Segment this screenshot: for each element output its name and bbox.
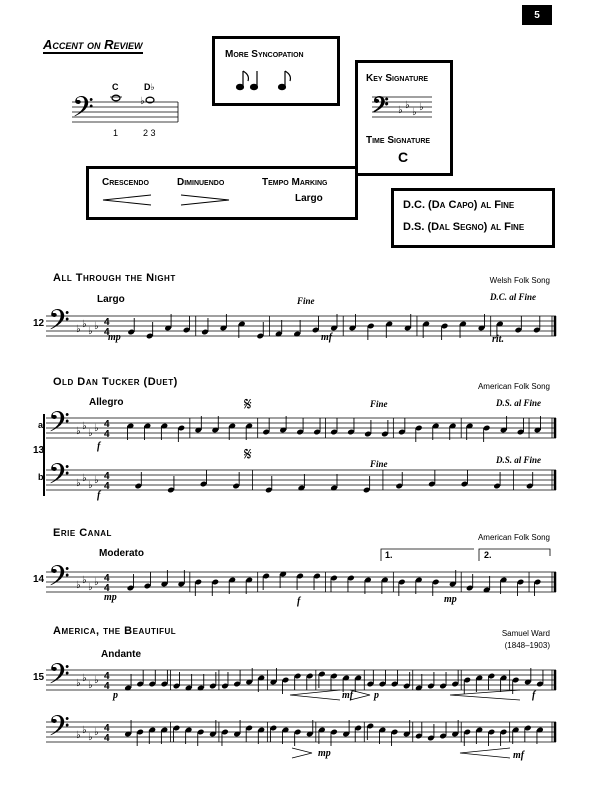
- note: [200, 470, 208, 487]
- crescendo-label: Crescendo: [102, 177, 149, 188]
- ending-2: 2.: [484, 550, 492, 560]
- note: [451, 720, 459, 737]
- song-12-tempo: Largo: [97, 294, 125, 305]
- song-14-dyn-mp2: mp: [444, 594, 457, 605]
- note: [451, 670, 459, 687]
- note: [347, 418, 355, 435]
- svg-text:♭: ♭: [94, 475, 99, 486]
- svg-text:4: 4: [104, 681, 110, 692]
- song-14-credit: American Folk Song: [477, 533, 550, 542]
- svg-text:𝄢: 𝄢: [48, 304, 70, 344]
- review-heading: Accent on Review: [43, 37, 143, 52]
- svg-text:4: 4: [104, 583, 110, 594]
- svg-text:♭: ♭: [88, 582, 93, 593]
- note: [330, 418, 338, 435]
- note: [296, 418, 304, 435]
- ds-al-fine: D.S. (Dal Segno) al Fine: [403, 221, 525, 233]
- svg-text:𝄢: 𝄢: [48, 406, 70, 446]
- note: [279, 571, 287, 588]
- note: [136, 670, 144, 687]
- diminuendo-label: Diminuendo: [177, 177, 225, 188]
- note: [211, 416, 219, 433]
- note: [127, 423, 135, 440]
- svg-text:♭: ♭: [94, 321, 99, 332]
- svg-text:♭: ♭: [88, 480, 93, 491]
- svg-text:4: 4: [104, 429, 110, 440]
- note: [220, 314, 228, 331]
- song-14-dyn-mp: mp: [104, 592, 117, 603]
- note: [245, 668, 253, 685]
- note: [379, 670, 387, 687]
- svg-text:♭: ♭: [94, 423, 99, 434]
- dc-al-fine: D.C. (Da Capo) al Fine: [403, 199, 515, 211]
- segno-b: 𝄋: [244, 444, 252, 465]
- note: [349, 314, 357, 331]
- svg-text:♭: ♭: [94, 727, 99, 738]
- note: [347, 575, 355, 592]
- song-15-dyn-f: f: [532, 690, 536, 701]
- note: [422, 321, 430, 338]
- song-15-credit: Samuel Ward: [501, 629, 550, 638]
- note: [245, 423, 253, 440]
- note: [275, 320, 283, 337]
- song-12-credit: Welsh Folk Song: [489, 276, 550, 285]
- note: [536, 727, 544, 744]
- note: [449, 423, 457, 440]
- part-a-label: a: [38, 420, 44, 430]
- note: [415, 722, 423, 739]
- svg-text:♭: ♭: [88, 680, 93, 691]
- part-b-label: b: [38, 472, 44, 482]
- ending-1: 1.: [385, 550, 393, 560]
- song-14-tempo: Moderato: [99, 548, 144, 559]
- note: [515, 316, 523, 333]
- song-13-brace: [30, 410, 50, 530]
- song-15-title: America, the Beautiful: [53, 625, 177, 637]
- song-13-ds-a: D.S. al Fine: [496, 398, 542, 408]
- note: [330, 314, 338, 331]
- svg-text:♭: ♭: [82, 473, 87, 484]
- note: [270, 725, 278, 742]
- svg-text:♭: ♭: [412, 107, 417, 118]
- svg-text:♭: ♭: [419, 102, 424, 113]
- note: [279, 416, 287, 433]
- note: [536, 670, 544, 687]
- note-chart: [70, 78, 180, 148]
- svg-text:𝄢: 𝄢: [372, 93, 389, 123]
- note: [483, 576, 491, 593]
- song-12-dc: D.C. al Fine: [490, 292, 537, 302]
- svg-text:𝄢: 𝄢: [48, 458, 70, 498]
- page-number: 5: [522, 5, 552, 25]
- note: [428, 470, 436, 487]
- svg-text:4: 4: [104, 471, 110, 482]
- note: [233, 720, 241, 737]
- key-signature-title: Key Signature: [366, 73, 429, 84]
- svg-text:4: 4: [104, 317, 110, 328]
- note: [466, 423, 474, 440]
- song-12-staff: [46, 304, 556, 344]
- note: [398, 418, 406, 435]
- note: [364, 577, 372, 594]
- svg-text:𝄢: 𝄢: [48, 658, 70, 698]
- note: [228, 423, 236, 440]
- note-chart-staff: [70, 92, 180, 132]
- svg-text:♭: ♭: [76, 730, 81, 741]
- note: [342, 720, 350, 737]
- song-15-number: 15: [33, 672, 45, 683]
- note: [524, 668, 532, 685]
- svg-text:♭: ♭: [76, 678, 81, 689]
- note: [313, 418, 321, 435]
- note: [161, 670, 169, 687]
- song-13-dyn-a: f: [97, 441, 101, 452]
- song-15-dyn-mf: mf: [342, 690, 354, 701]
- svg-text:4: 4: [104, 481, 110, 492]
- note: [318, 727, 326, 744]
- note: [228, 577, 236, 594]
- svg-text:♭: ♭: [82, 673, 87, 684]
- svg-text:4: 4: [104, 733, 110, 744]
- key-signature-staff: [372, 91, 432, 121]
- svg-text:4: 4: [104, 419, 110, 430]
- tempo-value: Largo: [295, 193, 323, 204]
- svg-text:4: 4: [104, 573, 110, 584]
- song-15-dyn-mf2: mf: [513, 750, 525, 761]
- note: [533, 316, 541, 333]
- note: [415, 577, 423, 594]
- tempo-marking-label: Tempo Marking: [262, 177, 328, 188]
- fingering-c: 1: [113, 128, 119, 138]
- note: [312, 316, 320, 333]
- note: [367, 670, 375, 687]
- note: [144, 572, 152, 589]
- note: [173, 725, 181, 742]
- segno-a: 𝄋: [244, 394, 252, 415]
- svg-text:♭: ♭: [82, 575, 87, 586]
- note-label-c: C: [112, 82, 119, 92]
- note: [233, 670, 241, 687]
- note: [517, 418, 525, 435]
- song-13-fine-a: Fine: [370, 399, 388, 409]
- note: [330, 575, 338, 592]
- song-12-number: 12: [33, 318, 45, 329]
- song-14-title: Erie Canal: [53, 527, 112, 539]
- note: [500, 416, 508, 433]
- song-15-credit-years: (1848–1903): [504, 641, 550, 650]
- note: [391, 670, 399, 687]
- song-14-endings: [380, 548, 560, 562]
- note: [330, 474, 338, 491]
- song-15-hairpins-2: [40, 746, 560, 760]
- note: [209, 720, 217, 737]
- note: [148, 670, 156, 687]
- svg-text:♭: ♭: [82, 725, 87, 736]
- song-15-staff-2: [46, 710, 556, 750]
- svg-text:♭: ♭: [398, 105, 403, 116]
- song-13-number: 13: [33, 445, 45, 456]
- svg-text:4: 4: [104, 327, 110, 338]
- note: [500, 577, 508, 594]
- song-13-fine-b: Fine: [370, 459, 388, 469]
- note: [164, 314, 172, 331]
- note: [257, 727, 265, 744]
- note: [432, 423, 440, 440]
- note: [185, 727, 193, 744]
- song-12-fine: Fine: [297, 296, 315, 306]
- note: [478, 314, 486, 331]
- note: [161, 570, 169, 587]
- note: [161, 727, 169, 744]
- note: [459, 321, 467, 338]
- note: [354, 725, 362, 742]
- song-15-dyn-mp: mp: [318, 748, 331, 759]
- song-15-dyn-p2: p: [374, 690, 379, 701]
- song-15-tempo: Andante: [101, 649, 141, 660]
- svg-text:♭: ♭: [76, 580, 81, 591]
- note: [534, 416, 542, 433]
- note: [282, 727, 290, 744]
- repeat-terms-box: [391, 188, 555, 248]
- svg-text:♭: ♭: [88, 732, 93, 743]
- svg-text:♭: ♭: [88, 428, 93, 439]
- song-13-credit: American Folk Song: [477, 382, 550, 391]
- svg-text:4: 4: [104, 671, 110, 682]
- song-15-hairpins-1: [40, 688, 560, 702]
- note: [449, 570, 457, 587]
- note: [298, 474, 306, 491]
- svg-text:𝄢: 𝄢: [72, 91, 94, 131]
- note: [194, 416, 202, 433]
- svg-text:♭: ♭: [82, 319, 87, 330]
- note: [385, 321, 393, 338]
- note-label-db: D♭: [144, 82, 155, 92]
- syncopation-rhythm: [230, 67, 310, 97]
- song-15-dyn-p: p: [113, 690, 118, 701]
- note: [403, 720, 411, 737]
- note: [245, 725, 253, 742]
- svg-text:♭: ♭: [140, 96, 145, 107]
- note: [461, 470, 469, 487]
- note: [381, 577, 389, 594]
- syncopation-title: More Syncopation: [225, 49, 304, 60]
- song-13-staff-a: [46, 406, 556, 446]
- time-signature-symbol: C: [398, 149, 409, 165]
- note: [148, 727, 156, 744]
- note: [161, 423, 169, 440]
- key-time-box: [355, 60, 453, 176]
- time-signature-title: Time Signature: [366, 135, 431, 146]
- note: [124, 720, 132, 737]
- note: [262, 418, 270, 435]
- svg-text:♭: ♭: [76, 478, 81, 489]
- note: [512, 727, 520, 744]
- fingering-db: 2 3: [143, 128, 156, 138]
- note: [270, 668, 278, 685]
- svg-text:♭: ♭: [405, 100, 410, 111]
- note: [293, 320, 301, 337]
- song-13-ds-b: D.S. al Fine: [496, 455, 542, 465]
- song-13-tempo: Allegro: [89, 397, 124, 408]
- note: [245, 577, 253, 594]
- svg-text:𝄢: 𝄢: [48, 710, 70, 750]
- song-14-number: 14: [33, 574, 45, 585]
- song-14-dyn-f: f: [297, 596, 301, 607]
- song-13-dyn-b: f: [97, 490, 101, 501]
- svg-text:♭: ♭: [94, 675, 99, 686]
- note: [439, 722, 447, 739]
- svg-text:♭: ♭: [76, 426, 81, 437]
- note: [379, 727, 387, 744]
- svg-text:4: 4: [104, 723, 110, 734]
- svg-text:𝄢: 𝄢: [48, 560, 70, 600]
- song-12-title: All Through the Night: [53, 272, 176, 284]
- song-12-dyn-mp: mp: [108, 332, 121, 343]
- svg-text:♭: ♭: [88, 326, 93, 337]
- syncopation-box: [212, 36, 340, 106]
- note: [144, 423, 152, 440]
- song-12-rit: rit.: [492, 334, 504, 345]
- note: [306, 720, 314, 737]
- song-12-dyn-mf: mf: [321, 332, 333, 343]
- note: [404, 314, 412, 331]
- note: [183, 316, 191, 333]
- note: [178, 570, 186, 587]
- svg-text:♭: ♭: [82, 421, 87, 432]
- song-13-title: Old Dan Tucker (Duet): [53, 376, 178, 388]
- hairpins: [99, 193, 299, 207]
- note: [238, 321, 246, 338]
- terms-box: [86, 166, 358, 220]
- svg-text:♭: ♭: [94, 577, 99, 588]
- note: [476, 727, 484, 744]
- note: [524, 725, 532, 742]
- svg-text:♭: ♭: [76, 324, 81, 335]
